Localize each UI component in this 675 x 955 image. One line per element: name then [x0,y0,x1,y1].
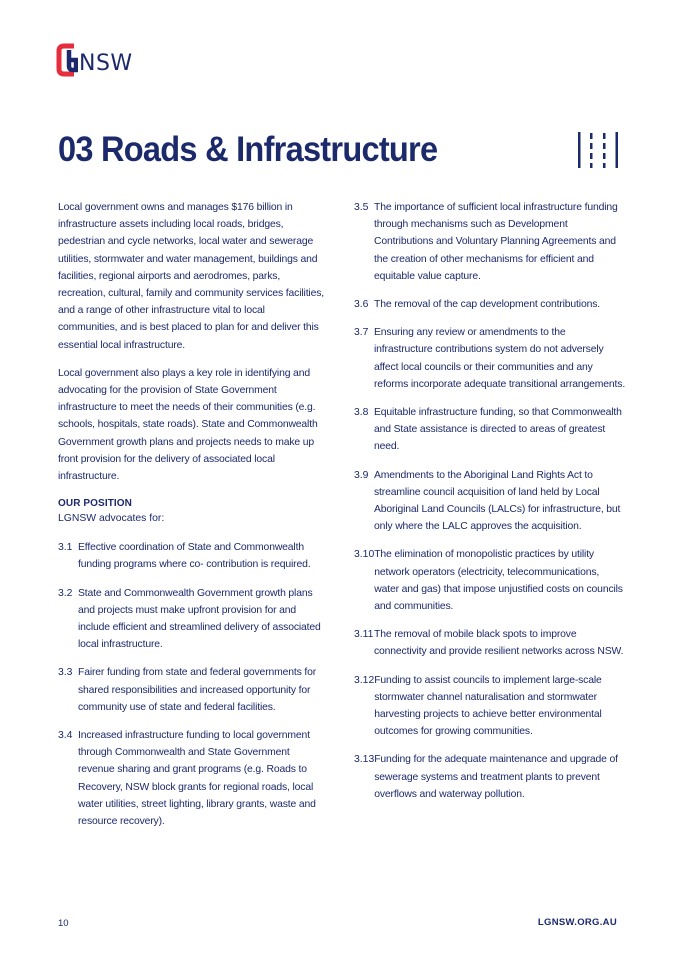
intro-paragraph-1: Local government owns and manages $176 billion in infrastructure assets including local roads, bridges, pedestrian and cycle networks, local water and sewerage utilities, stormwater and water management, buildings and facilities, regional airports and aerodromes, parks, recreation, cultural, family and community services facilities, and a range of other infrastructure vital to local communities, and is best placed to plan for and deliver this essential local infrastructure. [58,202,324,351]
item-number: 3.11 [354,629,374,641]
item-text: Amendments to the Aboriginal Land Rights Act to streamline council acquisition of land held by Local Aboriginal Land Councils (LALCs) for infrastructure, but only where the LALC approves the acquisition. [374,469,621,533]
item-number: 3.6 [354,299,369,311]
item-number: 3.13 [354,754,375,766]
item-text: The elimination of monopolistic practices by utility network operators (electricity, telecommunications, water and gas) that impose unjustified costs on councils and communities. [374,549,623,613]
item-text: Fairer funding from state and federal governments for shared responsibilities and increased opportunity for community use of state and federal facilities. [78,667,317,713]
item-number: 3.4 [58,730,73,742]
position-item-3-12 [354,672,626,741]
item-text: State and Commonwealth Government growth plans and projects must make upfront provision for and include efficient and streamlined delivery of associated local infrastructure. [78,587,321,651]
item-text: The importance of sufficient local infrastructure funding through mechanisms such as Development Contributions and Voluntary Planning Agreements and the creation of other mechanisms for efficient and equitable value capture. [374,202,618,282]
item-text: The removal of the cap development contributions. [374,299,600,311]
item-number: 3.12 [354,674,375,686]
item-number: 3.7 [354,327,369,339]
item-text: Funding for the adequate maintenance and upgrade of sewerage systems and treatment plants to prevent overflows and waterway pollution. [374,754,618,800]
right-column [354,199,626,814]
left-column [58,199,326,841]
item-number: 3.1 [58,542,73,554]
item-number: 3.8 [354,407,369,419]
position-item-3-3 [58,664,326,716]
item-text: Increased infrastructure funding to local government through Commonwealth and State Government revenue sharing and grant programs (e.g. Roads to Recovery, NSW block grants for regional roads, local water utilities, street lighting, library grants, waste and resource recovery). [78,730,316,828]
lg-mark-icon [56,42,78,78]
intro-paragraph-2: Local government also plays a key role in identifying and advocating for the provision of State Government infrastructure to meet the needs of their communities (e.g. schools, hospitals, state roads). State and Commonwealth Government growth plans and projects needs to make up front provision for the delivery of associated local infrastructure. [58,367,318,483]
item-number: 3.9 [354,469,369,481]
position-item-3-7 [354,324,626,393]
item-number: 3.2 [58,587,73,599]
position-item-3-9 [354,467,626,536]
position-item-3-1 [58,539,326,573]
road-lanes-icon [577,130,619,170]
position-item-3-8 [354,404,626,456]
page-title: 03 Roads & Infrastructure [58,130,438,169]
item-text: The removal of mobile black spots to improve connectivity and provide resilient networks across NSW. [374,629,624,658]
position-item-3-13 [354,751,626,803]
page-number: 10 [58,918,69,929]
position-item-3-2 [58,585,326,654]
item-text: Effective coordination of State and Commonwealth funding programs where co- contribution is required. [78,542,311,571]
item-text: Funding to assist councils to implement large-scale stormwater channel naturalisation and stormwater harvesting projects to achieve better environmental outcomes for growing communities. [374,674,602,738]
website-link[interactable]: LGNSW.ORG.AU [537,917,617,928]
position-item-3-11 [354,626,626,660]
advocates-intro: LGNSW advocates for: [58,513,165,525]
item-text: Ensuring any review or amendments to the infrastructure contributions system do not adversely affect local councils or their communities and any reforms incorporate adequate transitional arrangements. [374,327,626,390]
our-position-heading: OUR POSITION [58,498,132,510]
position-item-3-4 [58,727,326,830]
item-number: 3.5 [354,202,369,213]
item-text: Equitable infrastructure funding, so that Commonwealth and State assistance is directed to areas of greatest need. [374,407,622,453]
item-number: 3.10 [354,549,375,561]
position-item-3-10 [354,546,626,615]
lgnsw-logo [56,38,133,78]
position-item-3-5 [354,199,626,285]
logo-text: NSW [79,51,133,76]
position-item-3-6 [354,296,626,313]
item-number: 3.3 [58,667,73,679]
